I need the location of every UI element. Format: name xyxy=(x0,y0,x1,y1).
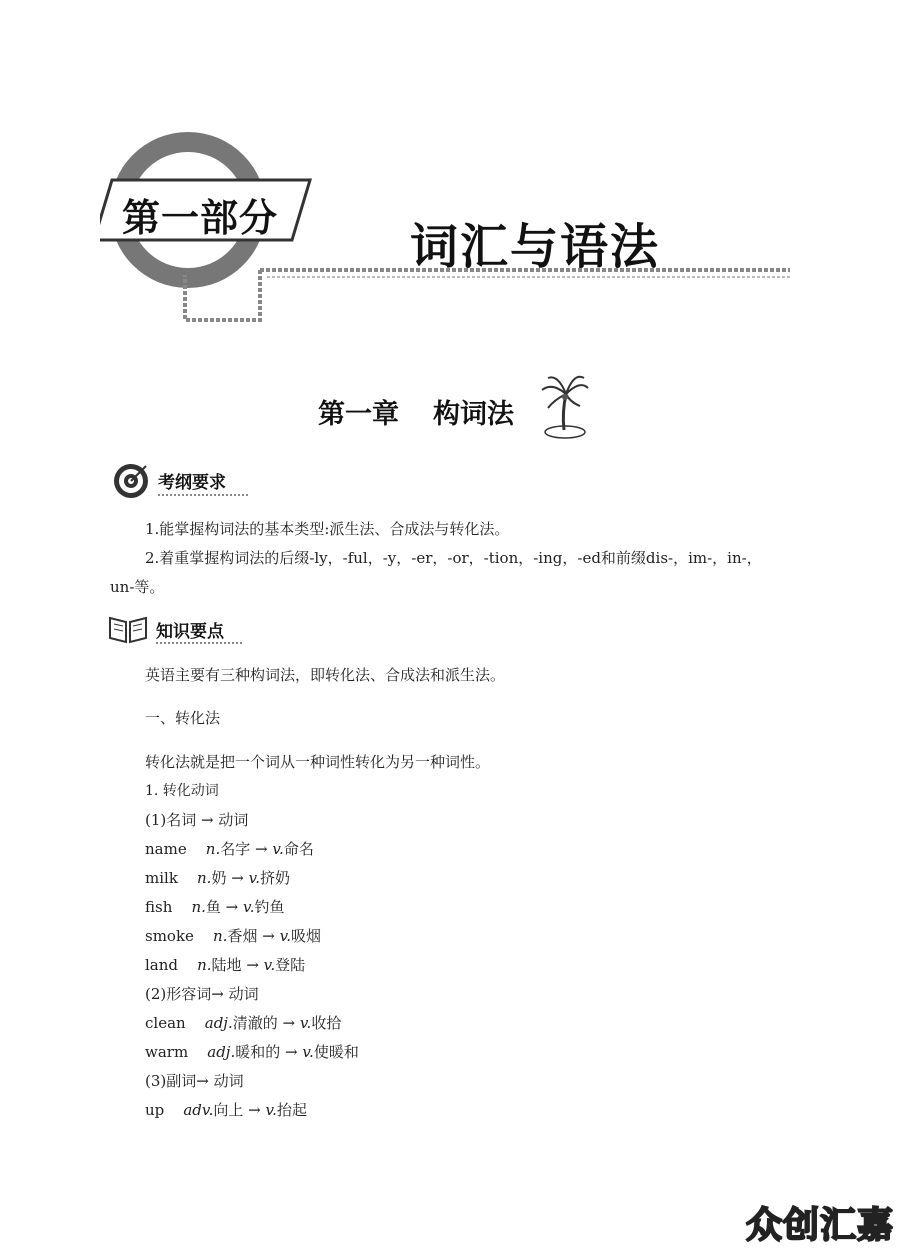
to-meaning: 抬起 xyxy=(276,1101,307,1119)
chapter-number: 第一章 xyxy=(318,399,399,430)
word: name xyxy=(145,840,187,858)
from-pos: adv. xyxy=(183,1101,214,1119)
to-pos: v. xyxy=(265,1101,277,1119)
to-meaning: 收拾 xyxy=(311,1014,342,1032)
target-icon xyxy=(112,462,150,500)
open-book-icon xyxy=(108,614,148,644)
divider xyxy=(158,494,248,496)
from-pos: adj. xyxy=(204,1014,233,1032)
group-label: (2)形容词→ 动词 xyxy=(145,985,259,1003)
from-pos: adj. xyxy=(207,1043,236,1061)
from-meaning: 香烟 xyxy=(227,927,258,945)
to-meaning: 挤奶 xyxy=(260,869,291,887)
to-pos: v. xyxy=(263,956,276,974)
to-pos: v. xyxy=(302,1043,314,1061)
requirement-item-2-cont: un-等。 xyxy=(110,578,165,596)
to-pos: v. xyxy=(279,927,292,945)
word: milk xyxy=(145,869,178,887)
example-row: land n.陆地 → v.登陆 xyxy=(145,956,306,974)
from-pos: n. xyxy=(205,840,221,858)
example-row: warm adj.暖和的 → v.使暖和 xyxy=(145,1043,359,1061)
group-label: (1)名词 → 动词 xyxy=(145,811,249,829)
from-pos: n. xyxy=(191,898,206,916)
word: land xyxy=(145,956,179,974)
to-meaning: 命名 xyxy=(283,840,314,858)
knowledge-points-heading: 知识要点 xyxy=(156,622,224,642)
section-intro: 转化法就是把一个词从一种词性转化为另一种词性。 xyxy=(145,753,491,771)
knowledge-intro: 英语主要有三种构词法，即转化法、合成法和派生法。 xyxy=(145,666,506,684)
divider xyxy=(156,642,242,644)
chapter-title xyxy=(318,392,514,431)
word: fish xyxy=(145,898,173,916)
word: smoke xyxy=(145,927,194,945)
from-meaning: 陆地 xyxy=(211,956,242,974)
section-title: 一、转化法 xyxy=(145,709,221,727)
subsection-title: 1. 转化动词 xyxy=(145,783,219,799)
to-meaning: 登陆 xyxy=(275,956,306,974)
group-label: (3)副词→ 动词 xyxy=(145,1072,244,1090)
requirement-item-2: 2.着重掌握构词法的后缀-ly，-ful，-y，-er，-or，-tion，-ing，-ed和前缀dis-，im-，in-， xyxy=(145,549,762,567)
to-pos: v. xyxy=(272,840,284,858)
watermark: 众创汇嘉 xyxy=(745,1205,894,1246)
to-pos: v. xyxy=(299,1014,312,1032)
example-row: clean adj.清澈的 → v.收拾 xyxy=(145,1014,342,1032)
to-meaning: 钓鱼 xyxy=(254,898,285,916)
chapter-name: 构词法 xyxy=(433,399,514,430)
from-meaning: 奶 xyxy=(211,869,227,887)
example-row: smoke n.香烟 → v.吸烟 xyxy=(145,927,322,945)
example-row: up adv.向上 → v.抬起 xyxy=(145,1101,307,1119)
from-pos: n. xyxy=(197,869,212,887)
exam-requirements-heading: 考纲要求 xyxy=(158,473,226,493)
word: up xyxy=(145,1101,165,1119)
from-pos: n. xyxy=(213,927,228,945)
from-meaning: 清澈的 xyxy=(232,1014,278,1032)
palm-tree-icon xyxy=(540,372,590,442)
to-pos: v. xyxy=(248,869,261,887)
from-pos: n. xyxy=(197,956,212,974)
word: clean xyxy=(145,1014,186,1032)
part-label: 第一部分 xyxy=(122,196,279,240)
example-row: fish n.鱼 → v.钓鱼 xyxy=(145,898,285,916)
word: warm xyxy=(145,1043,189,1061)
from-meaning: 暖和的 xyxy=(235,1043,281,1061)
from-meaning: 鱼 xyxy=(205,898,221,916)
from-meaning: 名字 xyxy=(220,840,251,858)
requirement-item-1: 1.能掌握构词法的基本类型:派生法、合成法与转化法。 xyxy=(145,520,510,538)
to-meaning: 吸烟 xyxy=(291,927,322,945)
to-pos: v. xyxy=(243,898,255,916)
example-row: milk n.奶 → v.挤奶 xyxy=(145,869,291,887)
part-title: 词汇与语法 xyxy=(410,219,661,275)
knowledge-points-header xyxy=(108,612,243,648)
from-meaning: 向上 xyxy=(213,1101,244,1119)
exam-requirements-header xyxy=(112,462,247,500)
to-meaning: 使暖和 xyxy=(313,1043,359,1061)
example-row: name n.名字 → v.命名 xyxy=(145,840,314,858)
